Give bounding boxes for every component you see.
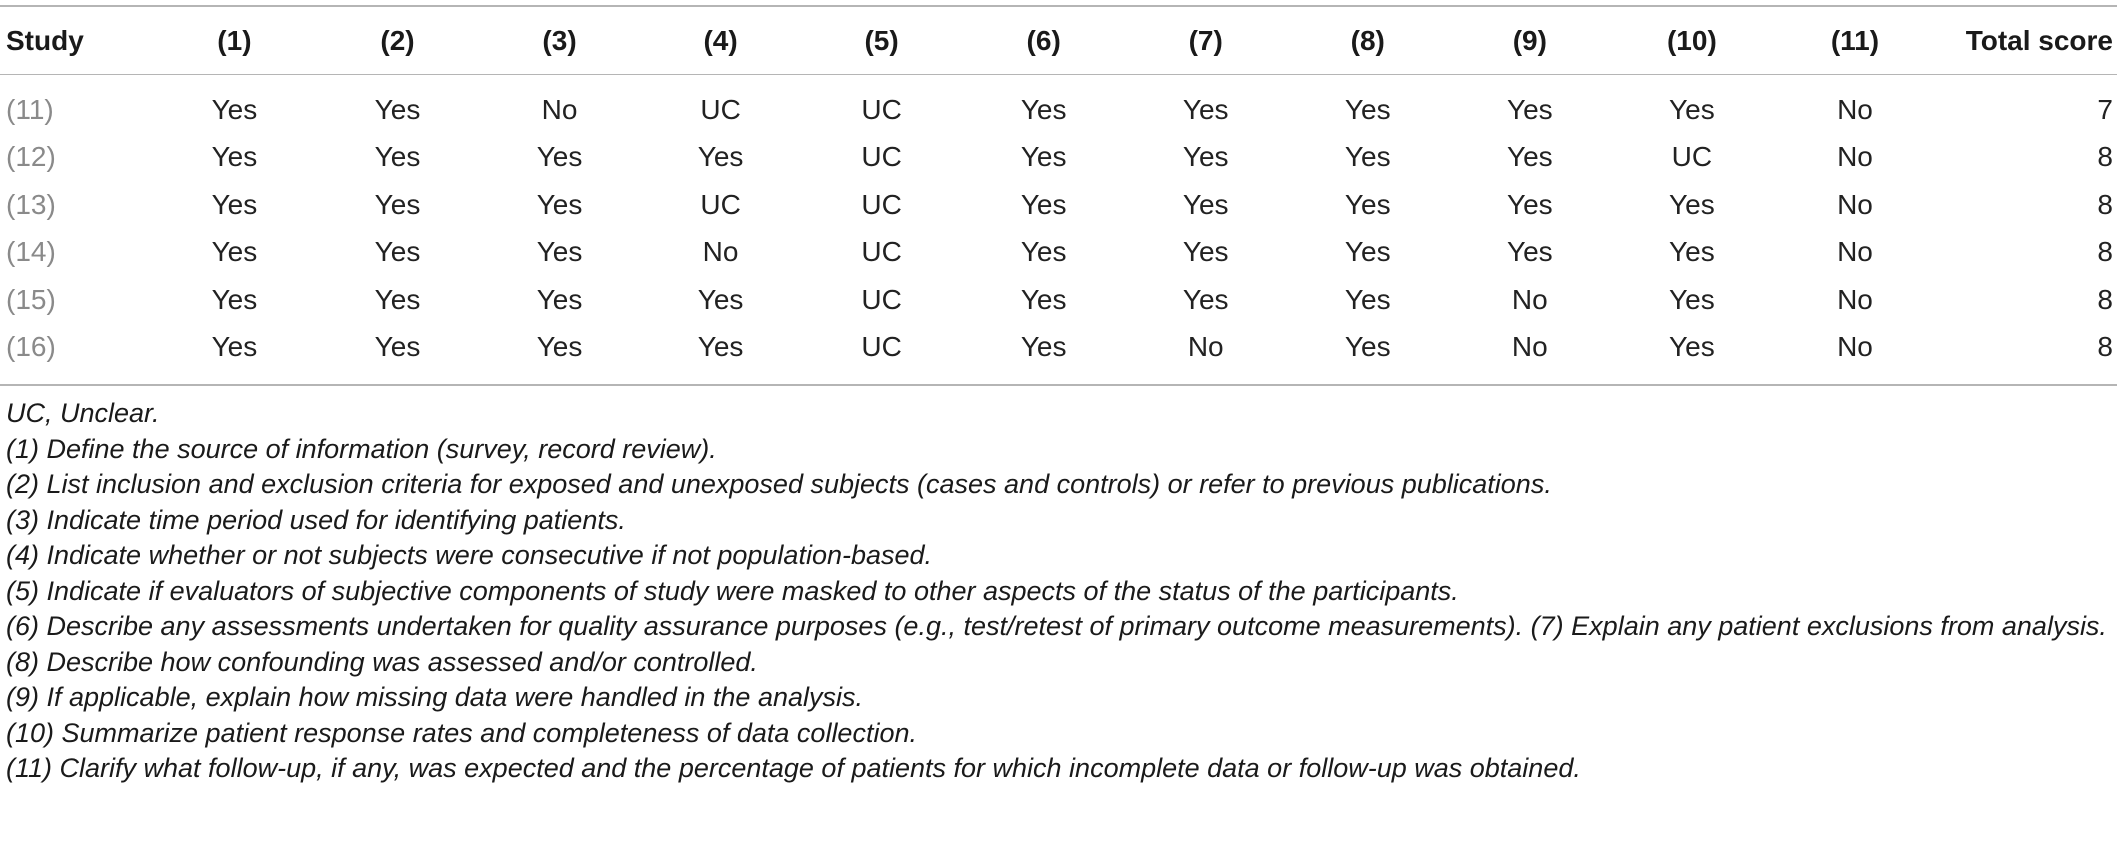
total-score-cell: 8 — [2097, 188, 2113, 220]
study-reference-link[interactable]: (15) — [6, 283, 56, 315]
table-cell: Yes — [1020, 331, 1067, 363]
table-cell: Yes — [536, 188, 583, 220]
table-cell: No — [1837, 236, 1873, 268]
table-cell: Yes — [374, 141, 421, 173]
total-score-cell: 7 — [2097, 93, 2113, 125]
table-footnotes — [6, 396, 2112, 787]
table-cell: UC — [700, 188, 741, 220]
table-cell: Yes — [697, 331, 744, 363]
table-row — [0, 324, 2117, 372]
study-reference-link[interactable]: (13) — [6, 188, 56, 220]
footnote-criterion-1: (1) Define the source of information (survey, record review). — [6, 433, 717, 464]
table-cell: Yes — [536, 283, 583, 315]
header-criterion-1: (1) — [217, 25, 252, 56]
header-criterion-10: (10) — [1666, 25, 1717, 56]
header-study: Study — [6, 25, 84, 56]
total-score-cell: 8 — [2097, 331, 2113, 363]
table-cell: Yes — [1669, 283, 1715, 315]
table-cell: Yes — [1506, 188, 1553, 220]
table-cell: No — [702, 236, 739, 268]
table-cell: Yes — [1182, 93, 1229, 125]
table-top-rule — [0, 5, 2117, 7]
study-reference-link[interactable]: (14) — [6, 236, 56, 268]
table-cell: Yes — [1182, 141, 1229, 173]
table-header-row — [0, 10, 2117, 72]
footnote-abbreviation: UC, Unclear. — [6, 398, 160, 428]
table-cell: Yes — [1506, 93, 1553, 125]
header-total-score: Total score — [1965, 25, 2113, 56]
table-cell: Yes — [374, 188, 421, 220]
table-cell: Yes — [536, 141, 583, 173]
table-cell: UC — [861, 236, 902, 268]
table-cell: UC — [861, 93, 902, 125]
table-cell: Yes — [536, 331, 583, 363]
table-cell: Yes — [1182, 236, 1229, 268]
footnote-criterion-2: (2) List inclusion and exclusion criteria for exposed and unexposed subjects (cases and controls) or refer to previous publications. — [6, 469, 1552, 499]
table-cell: Yes — [1669, 93, 1715, 125]
footnote-criterion-10: (10) Summarize patient response rates and completeness of data collection. — [6, 717, 917, 748]
quality-assessment-table — [0, 10, 2117, 371]
total-score-cell: 8 — [2097, 283, 2113, 315]
table-bottom-rule — [0, 384, 2117, 386]
table-cell: Yes — [374, 93, 421, 125]
header-criterion-5: (5) — [864, 25, 899, 56]
study-reference-link[interactable]: (16) — [6, 331, 56, 363]
table-cell: Yes — [374, 236, 421, 268]
table-cell: Yes — [211, 93, 258, 125]
table-row — [0, 276, 2117, 324]
table-cell: Yes — [374, 331, 421, 363]
table-cell: No — [541, 93, 578, 125]
table-cell: No — [1511, 331, 1548, 363]
table-cell: Yes — [211, 331, 258, 363]
footnote-criterion-5: (5) Indicate if evaluators of subjective components of study were masked to other aspects of the status of the participants. — [6, 575, 1459, 606]
table-cell: Yes — [1344, 93, 1391, 125]
table-cell: UC — [700, 93, 741, 125]
table-row — [0, 134, 2117, 182]
header-criterion-6: (6) — [1026, 25, 1061, 56]
table-cell: No — [1187, 331, 1224, 363]
footnote-criterion-9: (9) If applicable, explain how missing data were handled in the analysis. — [6, 682, 863, 712]
table-row — [0, 181, 2117, 229]
table-cell: Yes — [1344, 188, 1391, 220]
table-cell: Yes — [1669, 188, 1715, 220]
table-cell: UC — [861, 283, 902, 315]
total-score-cell: 8 — [2097, 236, 2113, 268]
table-cell: Yes — [1669, 331, 1715, 363]
table-cell: Yes — [211, 283, 258, 315]
header-criterion-3: (3) — [542, 25, 577, 56]
table-cell: Yes — [1020, 188, 1067, 220]
table-cell: No — [1511, 283, 1548, 315]
table-cell: UC — [861, 188, 902, 220]
table-cell: Yes — [1020, 236, 1067, 268]
header-criterion-8: (8) — [1350, 25, 1385, 56]
table-row — [0, 72, 2117, 134]
table-header-rule — [0, 74, 2117, 75]
header-criterion-11: (11) — [1830, 25, 1880, 56]
table-cell: Yes — [211, 236, 258, 268]
table-row — [0, 229, 2117, 277]
table-cell: Yes — [1020, 141, 1067, 173]
footnote-criterion-8: (8) Describe how confounding was assessed and/or controlled. — [6, 646, 758, 677]
table-cell: Yes — [536, 236, 583, 268]
table-cell: Yes — [1182, 188, 1229, 220]
table-cell: No — [1837, 283, 1873, 315]
table-cell: Yes — [211, 188, 258, 220]
table-cell: Yes — [1182, 283, 1229, 315]
table-cell: Yes — [1344, 283, 1391, 315]
study-reference-link[interactable]: (12) — [6, 141, 56, 173]
header-criterion-4: (4) — [703, 25, 738, 56]
table-cell: No — [1837, 93, 1873, 125]
table-cell: Yes — [1669, 236, 1715, 268]
table-cell: Yes — [1344, 331, 1391, 363]
footnote-criterion-4: (4) Indicate whether or not subjects were consecutive if not population-based. — [6, 540, 933, 570]
table-cell: Yes — [697, 141, 744, 173]
table-cell: No — [1837, 188, 1873, 220]
table-cell: No — [1837, 331, 1873, 363]
footnote-criterion-11: (11) Clarify what follow-up, if any, was expected and the percentage of patients for which incomplete data or follow-up was obtained. — [6, 753, 1581, 783]
header-criterion-2: (2) — [380, 25, 415, 56]
table-cell: UC — [861, 141, 902, 173]
table-cell: Yes — [211, 141, 258, 173]
footnote-criterion-3: (3) Indicate time period used for identifying patients. — [6, 504, 626, 535]
table-cell: Yes — [1020, 93, 1067, 125]
total-score-cell: 8 — [2097, 141, 2113, 173]
footnote-criterion-6-7: (6) Describe any assessments undertaken for quality assurance purposes (e.g., test/retest of primary outcome measurements). (7) Explain any patient exclusions from analysis. — [6, 611, 2107, 641]
table-cell: Yes — [1344, 236, 1391, 268]
table-cell: Yes — [697, 283, 744, 315]
study-reference-link[interactable]: (11) — [6, 93, 54, 125]
table-cell: No — [1837, 141, 1873, 173]
header-criterion-9: (9) — [1512, 25, 1547, 56]
table-cell: Yes — [1344, 141, 1391, 173]
table-cell: UC — [1671, 141, 1713, 173]
table-cell: Yes — [374, 283, 421, 315]
table-cell: Yes — [1506, 236, 1553, 268]
table-cell: UC — [861, 331, 902, 363]
header-criterion-7: (7) — [1188, 25, 1223, 56]
table-cell: Yes — [1020, 283, 1067, 315]
table-cell: Yes — [1506, 141, 1553, 173]
